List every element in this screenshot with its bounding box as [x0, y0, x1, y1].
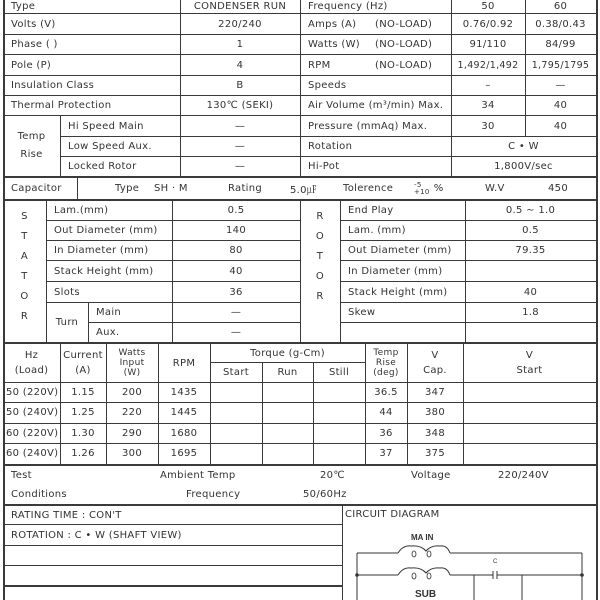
air-volume-60: 40 [553, 100, 568, 111]
capacitor-label: Capacitor [11, 183, 62, 194]
watts-50: 91/110 [469, 39, 507, 50]
rotor-in-diameter-label: In Diameter (mm) [348, 265, 443, 277]
header-temp-line1: Temp [373, 348, 399, 358]
capacitor-rating-label: Rating [228, 183, 263, 194]
header-vcap-line2: Cap. [423, 365, 447, 376]
air-volume-50: 34 [481, 100, 495, 111]
volts-value: 220/240 [218, 18, 262, 30]
cell-t-run [262, 383, 313, 402]
ambient-temp-value: 20℃ [320, 470, 345, 481]
rotor-lam-value: 0.5 [522, 225, 539, 236]
header-hz [3, 344, 60, 382]
cell-current: 1.26 [71, 448, 95, 459]
capacitor-rating-value: 5.0㎌ [290, 185, 318, 196]
stator-label [3, 201, 46, 342]
frequency-label: Frequency (Hz) [308, 1, 388, 12]
hipot-label: Hi-Pot [308, 161, 340, 172]
cell-rpm: 1435 [170, 387, 198, 398]
rotor-letter: T [316, 251, 324, 262]
cell-t-start [210, 403, 262, 422]
cell-watts: 300 [122, 448, 142, 459]
locked-rotor-label: Locked Rotor [68, 161, 137, 172]
cell-vcap: 380 [425, 407, 445, 418]
cell-current: 1.15 [71, 387, 95, 398]
header-rpm: RPM [172, 357, 196, 369]
cell-current: 1.25 [71, 407, 95, 418]
amps-50: 0.76/0.92 [462, 18, 514, 30]
capacitor-type-value: SH · M [154, 183, 188, 194]
speeds-label: Speeds [308, 80, 347, 91]
rotation-value: C • W [508, 141, 539, 152]
cell-hz: 60 (220V) [6, 428, 59, 439]
air-volume-label: Air Volume (m³/min) Max. [308, 100, 444, 111]
stator-in-diameter-label: In Diameter (mm) [54, 245, 149, 256]
header-v-cap [407, 344, 463, 382]
cell-t-still [313, 424, 365, 443]
cell-vstart [463, 444, 596, 463]
rotor-label [300, 201, 340, 342]
header-torque-start: Start [223, 367, 249, 378]
header-temp-line3: (deg) [373, 368, 399, 378]
cell-t-still [313, 444, 365, 463]
speeds-60: — [555, 80, 566, 91]
freq-50-header: 50 [481, 1, 495, 12]
rotor-letter: O [315, 271, 325, 282]
watts-label: Watts (W) [308, 39, 360, 50]
header-vcap-line1: V [431, 350, 439, 361]
stator-out-diameter-value: 140 [226, 225, 246, 236]
header-torque-run: Run [277, 367, 298, 378]
cell-t-start [210, 444, 262, 463]
cell-vcap: 348 [425, 428, 445, 439]
cell-t-start [210, 424, 262, 443]
frequency-label: Frequency [186, 489, 241, 500]
header-watts-line2: Input [119, 358, 145, 368]
stator-slots-label: Slots [54, 286, 80, 298]
capacitor-label: C [493, 559, 498, 565]
cell-rpm: 1695 [170, 448, 198, 459]
low-speed-aux-value: — [234, 141, 246, 152]
circuit-schematic [343, 523, 596, 600]
amps-label: Amps (A) [308, 18, 357, 30]
cell-vcap: 347 [425, 387, 445, 398]
rpm-label: RPM [308, 59, 331, 71]
cell-hz: 60 (240V) [6, 448, 59, 459]
freq-60-header: 60 [553, 1, 568, 12]
header-current-line2: (A) [75, 365, 91, 376]
rotor-stack-height-label: Stack Height (mm) [348, 286, 448, 298]
header-watts-line3: (W) [123, 368, 141, 378]
cell-vstart [463, 403, 596, 422]
header-watts [106, 344, 158, 382]
capacitor-symbol [493, 571, 582, 579]
stator-turn-aux-label: Aux. [96, 327, 120, 338]
cell-watts: 220 [122, 407, 142, 418]
tol-unit: % [433, 183, 444, 194]
stator-letter: S [21, 211, 28, 222]
pole-label: Pole (P) [11, 59, 52, 71]
cell-t-start [210, 383, 262, 402]
pressure-50: 30 [481, 120, 495, 132]
hi-speed-main-value: — [234, 120, 246, 132]
sub-winding-label: SUB [415, 589, 437, 600]
watts-note: (NO-LOAD) [375, 39, 433, 50]
hipot-value: 1,800V/sec [494, 161, 553, 172]
thermal-value: 130℃ (SEKI) [206, 100, 274, 111]
cell-rpm: 1445 [170, 407, 198, 418]
type-value: CONDENSER RUN [193, 1, 287, 12]
cell-vcap: 375 [425, 448, 445, 459]
rotor-skew-value: 1.8 [522, 307, 539, 318]
stator-letter: T [21, 231, 28, 242]
tol-minus: -5 [414, 180, 422, 189]
frequency-value: 50/60Hz [303, 489, 347, 500]
volts-label: Volts (V) [11, 18, 56, 30]
sub-winding [357, 568, 493, 579]
rotor-out-diameter-value: 79.35 [515, 245, 546, 256]
hi-speed-main-label: Hi Speed Main [68, 120, 144, 132]
cell-temp: 36.5 [374, 387, 398, 398]
stator-turn-main-label: Main [96, 307, 122, 318]
watts-60: 84/99 [545, 39, 576, 50]
rotor-empty-value [465, 323, 596, 342]
rotor-stack-height-value: 40 [523, 286, 538, 298]
insulation-value: B [236, 80, 244, 91]
stator-turn-aux-value: — [230, 327, 242, 338]
capacitor-tolerance-value [410, 178, 460, 199]
stator-in-diameter-value: 80 [229, 245, 243, 256]
cell-temp: 36 [379, 428, 393, 439]
stator-lam-label: Lam.(mm) [54, 204, 109, 216]
header-vstart-line1: V [525, 350, 534, 361]
stator-out-diameter-label: Out Diameter (mm) [54, 225, 158, 236]
cell-vstart [463, 424, 596, 443]
stator-slots-value: 36 [229, 286, 243, 298]
header-hz-line1: Hz [24, 350, 39, 361]
cell-hz: 50 (240V) [6, 407, 59, 418]
temp-rise-label [3, 116, 60, 176]
rotor-end-play-value: 0.5 ∼ 1.0 [505, 204, 556, 216]
main-winding-label: MA IN [411, 533, 434, 542]
rotor-letter: O [315, 231, 325, 242]
rotor-empty-label [340, 323, 465, 342]
cell-t-still [313, 383, 365, 402]
insulation-label: Insulation Class [11, 80, 95, 91]
cell-t-run [262, 403, 313, 422]
low-speed-aux-label: Low Speed Aux. [68, 141, 152, 152]
tol-plus: +10 [414, 187, 430, 196]
header-current-line1: Current [63, 350, 103, 361]
rotation-label: Rotation [308, 141, 353, 152]
stator-letter: T [21, 271, 28, 282]
cell-watts: 290 [122, 428, 142, 439]
capacitor-type-label: Type [115, 183, 140, 194]
header-vstart-line2: Start [516, 365, 543, 376]
test-label: Test [11, 470, 32, 481]
rpm-50: 1,492/1,492 [457, 59, 519, 71]
cell-t-run [262, 424, 313, 443]
stator-turn-label: Turn [55, 317, 79, 328]
rpm-note: (NO-LOAD) [375, 59, 433, 71]
cell-current: 1.30 [71, 428, 95, 439]
locked-rotor-value: — [234, 161, 246, 172]
amps-60: 0.38/0.43 [535, 18, 586, 30]
cell-watts: 200 [122, 387, 142, 398]
cell-vstart [463, 383, 596, 402]
main-winding [357, 546, 582, 557]
header-hz-line2: (Load) [14, 365, 49, 376]
cell-hz: 50 (220V) [6, 387, 59, 398]
header-temp-line2: Rise [375, 358, 397, 368]
capacitor-wv-value: 450 [548, 183, 568, 194]
stator-stack-height-value: 40 [229, 265, 243, 277]
header-torque: Torque (g-Cm) [250, 347, 325, 359]
stator-lam-value: 0.5 [227, 204, 245, 216]
cell-t-run [262, 444, 313, 463]
type-label: Type [11, 1, 36, 12]
capacitor-tolerance-label: Tolerence [343, 183, 394, 194]
header-torque-still: Still [328, 367, 350, 378]
rotor-skew-label: Skew [348, 307, 376, 318]
rotor-letter: R [316, 291, 324, 302]
rpm-60: 1,795/1795 [531, 59, 590, 71]
stator-letter: R [20, 311, 29, 322]
stator-stack-height-label: Stack Height (mm) [54, 265, 154, 277]
pressure-60: 40 [553, 120, 568, 132]
phase-label: Phase ( ) [11, 39, 58, 50]
header-current [60, 344, 106, 382]
rotation-note: ROTATION : C • W (SHAFT VIEW) [11, 529, 182, 541]
cell-temp: 44 [379, 407, 393, 418]
ambient-temp-label: Ambient Temp [160, 470, 236, 481]
circuit-diagram-title: CIRCUIT DIAGRAM [345, 508, 440, 520]
capacitor-wv-label: W.V [485, 183, 505, 194]
header-v-start [463, 344, 596, 382]
rotor-lam-label: Lam. (mm) [348, 225, 406, 236]
rotor-out-diameter-label: Out Diameter (mm) [348, 245, 452, 256]
pole-value: 4 [236, 59, 244, 71]
pressure-label: Pressure (mmAq) Max. [308, 120, 428, 132]
amps-note: (NO-LOAD) [375, 18, 433, 30]
cell-temp: 37 [379, 448, 393, 459]
stator-turn-main-value: — [230, 307, 242, 318]
temp-rise-label-line1: Temp [17, 131, 46, 142]
stator-letter: A [20, 251, 29, 262]
temp-rise-label-line2: Rise [20, 149, 43, 160]
thermal-label: Thermal Protection [11, 100, 112, 111]
voltage-label: Voltage [411, 470, 451, 481]
phase-value: 1 [236, 39, 244, 50]
header-watts-line1: Watts [118, 348, 146, 358]
rotor-letter: R [316, 211, 324, 222]
conditions-label: Conditions [11, 489, 67, 500]
rating-time-note: RATING TIME : CON'T [11, 509, 122, 521]
cell-t-still [313, 403, 365, 422]
header-temp-rise [365, 344, 407, 382]
stator-letter: O [20, 291, 29, 302]
rotor-end-play-label: End Play [348, 204, 394, 216]
speeds-50: – [485, 80, 491, 91]
rotor-in-diameter-value [465, 261, 596, 281]
voltage-value: 220/240V [498, 470, 549, 481]
cell-rpm: 1680 [170, 428, 198, 439]
